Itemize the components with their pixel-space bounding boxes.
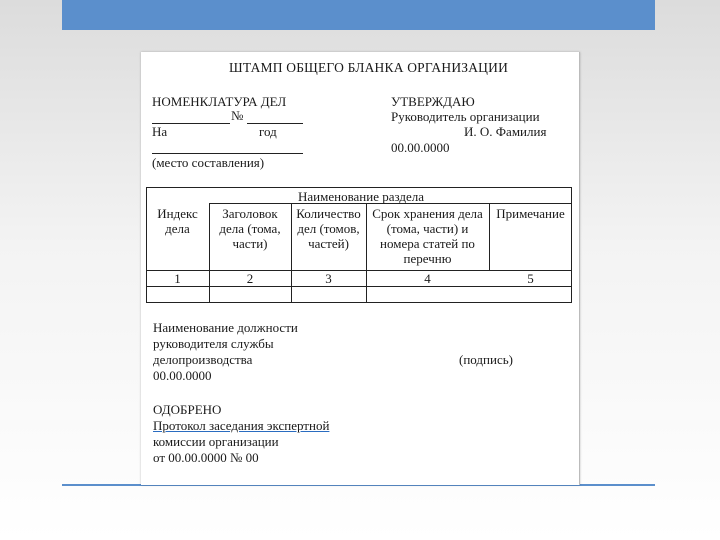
number-sign: № — [231, 108, 244, 123]
col-number-5: 5 — [527, 271, 534, 286]
position-line-3: делопроизводства — [153, 352, 253, 367]
col-number-3: 3 — [325, 271, 332, 286]
position-line-1: Наименование должности — [153, 320, 298, 335]
position-date: 00.00.0000 — [153, 368, 212, 383]
place-blank — [152, 153, 303, 154]
col-count-header: Количество дел (томов, частей) — [296, 206, 361, 251]
stamp-title: ШТАМП ОБЩЕГО БЛАНКА ОРГАНИЗАЦИИ — [229, 60, 509, 75]
col-index-header: Индекс дела — [157, 206, 198, 236]
protocol-line-1: Протокол заседания экспертной — [153, 418, 330, 433]
col-number-4: 4 — [424, 271, 431, 286]
col-note-header: Примечание — [496, 206, 565, 221]
top-accent-band — [62, 0, 655, 30]
approve-name: И. О. Фамилия — [464, 124, 547, 139]
nomenclature-heading: НОМЕНКЛАТУРА ДЕЛ — [152, 94, 287, 109]
for-label: На — [152, 124, 168, 139]
place-note: (место составления) — [152, 155, 265, 170]
approved-heading: ОДОБРЕНО — [153, 402, 222, 417]
col-number-1: 1 — [174, 271, 181, 286]
col-title-header: Заголовок дела (тома, части) — [219, 206, 281, 251]
approve-heading: УТВЕРЖДАЮ — [391, 94, 475, 109]
col-number-2: 2 — [246, 271, 254, 286]
protocol-line-3: от 00.00.0000 № 00 — [153, 450, 259, 465]
protocol-line-2: комиссии организации — [153, 434, 279, 449]
col-term-header: Срок хранения дела (тома, части) и номера статей по перечню — [372, 206, 483, 266]
section-title: Наименование раздела — [298, 189, 425, 204]
approve-head-title: Руководитель организации — [391, 109, 540, 124]
approve-date: 00.00.0000 — [391, 140, 450, 155]
position-line-2: руководителя службы — [153, 336, 274, 351]
year-label: год — [259, 124, 277, 139]
signature-label: (подпись) — [459, 352, 513, 367]
